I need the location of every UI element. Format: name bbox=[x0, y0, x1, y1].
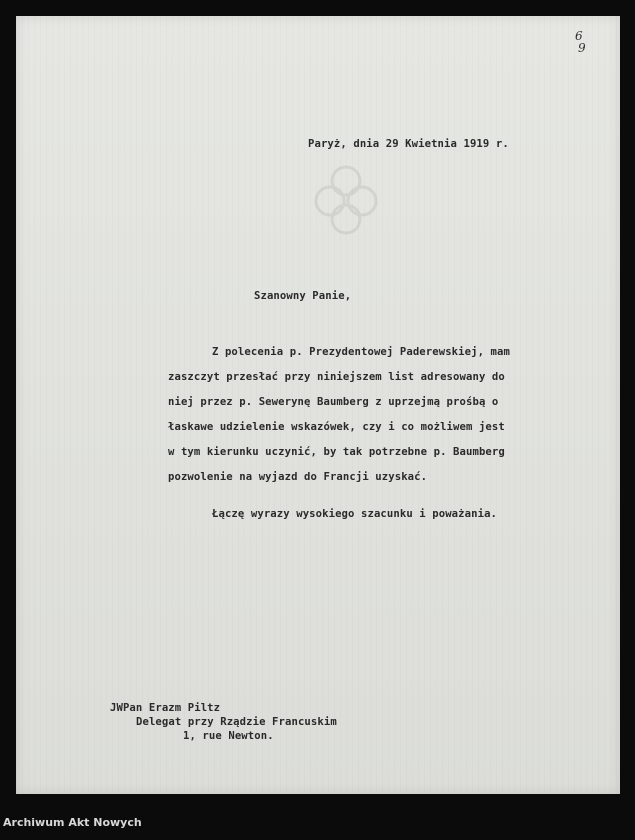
archive-label: Archiwum Akt Nowych bbox=[3, 816, 142, 829]
body-line-2: zaszczyt przesłać przy niniejszem list adresowany do bbox=[168, 371, 505, 383]
body-line-1: Z polecenia p. Prezydentowej Paderewskiej, mam bbox=[212, 346, 510, 358]
closing-line: Łączę wyrazy wysokiego szacunku i poważania. bbox=[212, 508, 498, 520]
body-line-6: pozwolenie na wyjazd do Francji uzyskać. bbox=[168, 471, 428, 483]
body-line-5: w tym kierunku uczynić, by tak potrzebne p. Baumberg bbox=[168, 446, 505, 458]
paper-watermark bbox=[306, 151, 386, 241]
folio-number-line-1: 6 bbox=[575, 29, 583, 43]
recipient-address: 1, rue Newton. bbox=[183, 730, 274, 742]
salutation: Szanowny Panie, bbox=[254, 290, 352, 302]
recipient-name: JWPan Erazm Piltz bbox=[110, 702, 221, 714]
folio-number-line-2: 9 bbox=[578, 41, 586, 55]
body-line-3: niej przez p. Sewerynę Baumberg z uprzejmą prośbą o bbox=[168, 396, 499, 408]
body-line-4: łaskawe udzielenie wskazówek, czy i co możliwem jest bbox=[168, 421, 505, 433]
date-line: Paryż, dnia 29 Kwietnia 1919 r. bbox=[308, 138, 509, 150]
document-page bbox=[16, 16, 620, 794]
recipient-title: Delegat przy Rządzie Francuskim bbox=[136, 716, 337, 728]
